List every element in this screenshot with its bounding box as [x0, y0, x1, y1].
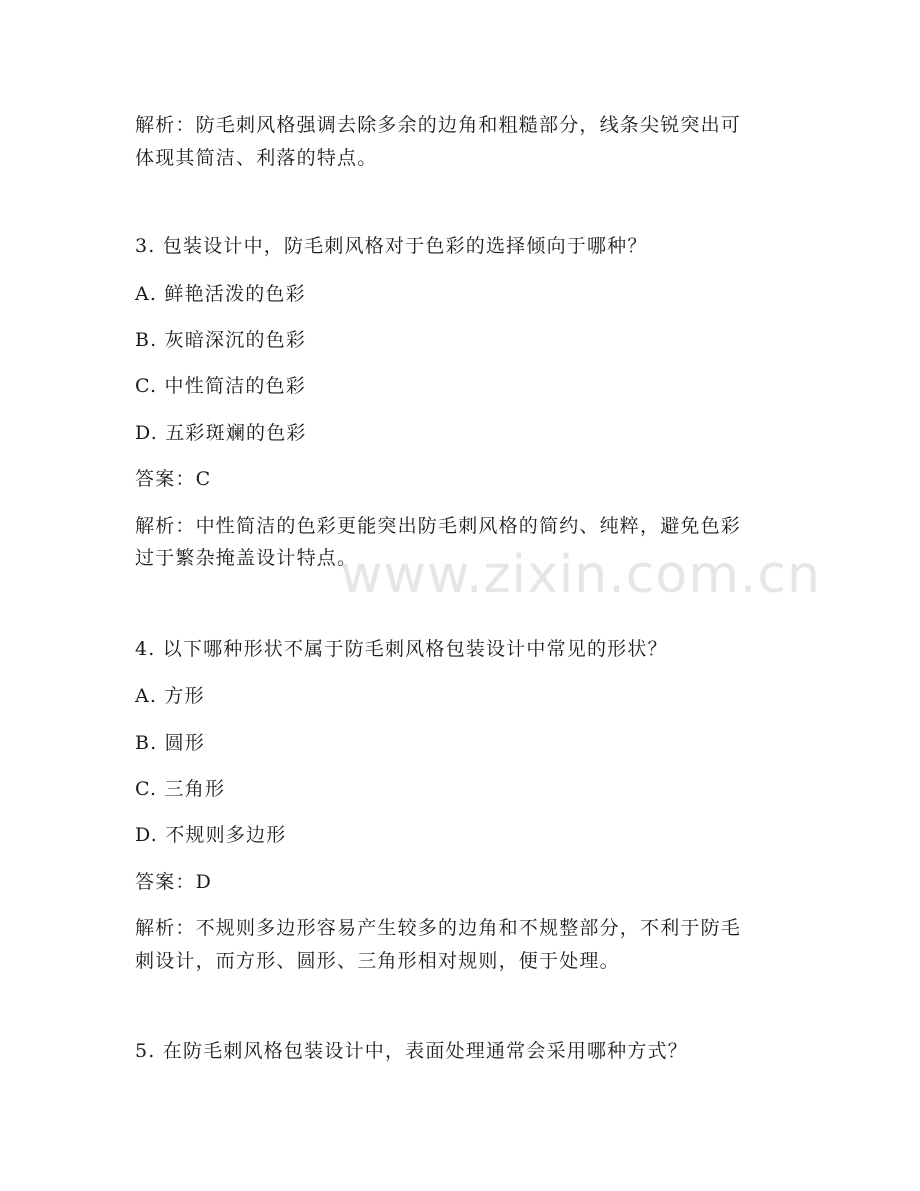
analysis-text: 解析：防毛刺风格强调去除多余的边角和粗糙部分，线条尖锐突出可 [135, 114, 742, 136]
option-b: B. 灰暗深沉的色彩 [135, 329, 307, 351]
option-d: D. 不规则多边形 [135, 824, 287, 846]
question-text: 4. 以下哪种形状不属于防毛刺风格包装设计中常见的形状？ [135, 638, 668, 660]
analysis-text: 解析：中性简洁的色彩更能突出防毛刺风格的简约、纯粹，避免色彩 [135, 515, 742, 537]
option-c: C. 三角形 [135, 778, 226, 800]
option-b: B. 圆形 [135, 732, 206, 754]
analysis-text: 刺设计，而方形、圆形、三角形相对规则，便于处理。 [135, 950, 620, 972]
option-a: A. 鲜艳活泼的色彩 [135, 283, 306, 305]
analysis-text: 过于繁杂掩盖设计特点。 [135, 547, 358, 569]
option-d: D. 五彩斑斓的色彩 [135, 422, 307, 444]
answer-text: 答案：D [135, 871, 213, 893]
option-c: C. 中性简洁的色彩 [135, 375, 306, 397]
question-text: 3. 包装设计中，防毛刺风格对于色彩的选择倾向于哪种？ [135, 235, 648, 257]
analysis-text: 体现其简洁、利落的特点。 [135, 147, 378, 169]
option-a: A. 方形 [135, 685, 205, 707]
question-text: 5. 在防毛刺风格包装设计中，表面处理通常会采用哪种方式？ [135, 1040, 688, 1062]
analysis-text: 解析：不规则多边形容易产生较多的边角和不规整部分，不利于防毛 [135, 917, 742, 939]
answer-text: 答案：C [135, 468, 212, 490]
watermark: www.zixin.com.cn [340, 545, 821, 605]
